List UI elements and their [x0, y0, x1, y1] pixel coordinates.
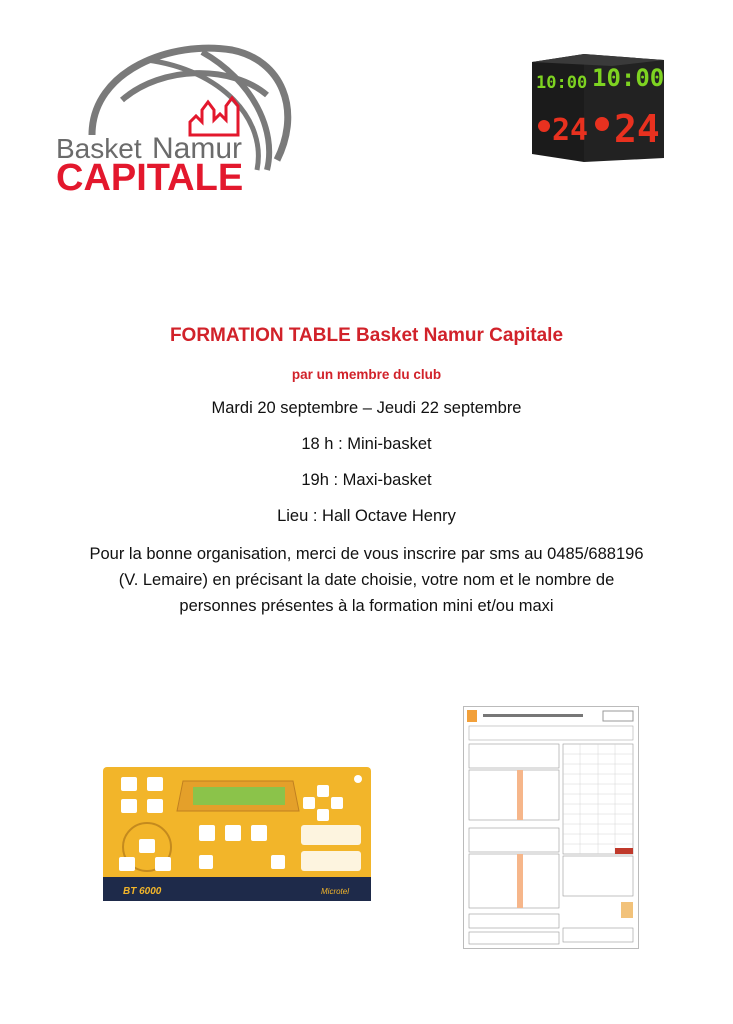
logo-line-basket: Basket: [56, 133, 142, 164]
shot-clock-image: [522, 50, 670, 170]
page-title: FORMATION TABLE Basket Namur Capitale: [169, 325, 564, 346]
location-line: Lieu : Hall Octave Henry: [277, 507, 456, 525]
paragraph-line-3: personnes présentes à la formation mini et/ou maxi: [179, 597, 554, 615]
registration-paragraph: [0, 541, 733, 619]
paragraph-line-1: Pour la bonne organisation, merci de vous inscrire par sms au 0485/688196: [89, 545, 644, 563]
shot-clock-time-left: 10:00: [536, 73, 588, 93]
page-subtitle: par un membre du club: [291, 367, 442, 382]
mini-basket-time: 18 h : Mini-basket: [301, 435, 432, 453]
paragraph-line-2: (V. Lemaire) en précisant la date choisie, votre nom et le nombre de: [118, 571, 615, 589]
shot-clock-time-right: 10:00: [592, 64, 665, 92]
logo-line-capitale: CAPITALE: [56, 157, 244, 199]
shot-clock-24-left: 24: [552, 113, 589, 148]
club-logo: [52, 40, 302, 200]
shot-clock-24-right: 24: [614, 107, 660, 151]
logo-line-namur: Namur: [152, 132, 243, 165]
console-model: BT 6000: [123, 886, 162, 897]
dates-line: Mardi 20 septembre – Jeudi 22 septembre: [211, 399, 522, 417]
maxi-basket-time: 19h : Maxi-basket: [301, 471, 432, 489]
scoresheet-image: [463, 706, 639, 949]
scoreboard-console-image: [103, 767, 371, 901]
console-brand: Microtel: [321, 887, 350, 896]
